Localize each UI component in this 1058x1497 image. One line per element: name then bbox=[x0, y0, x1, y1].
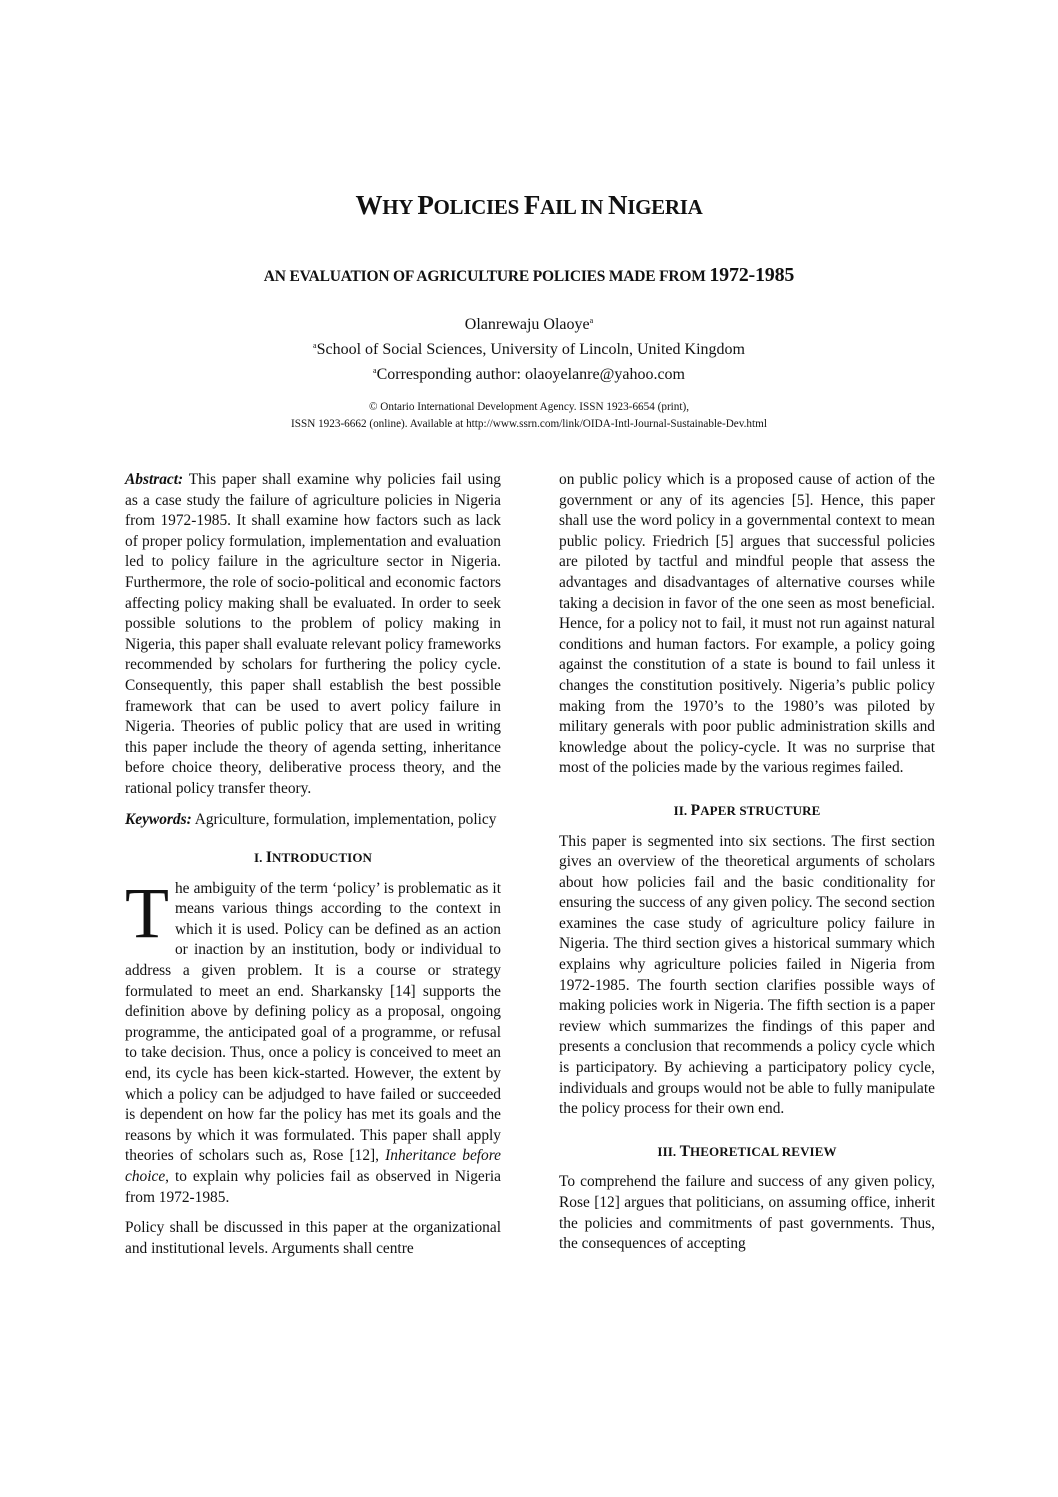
keywords: Keywords: Agriculture, formulation, implementation, policy bbox=[125, 810, 497, 828]
section-heading-introduction: I. INTRODUCTION bbox=[253, 849, 373, 867]
section-heading-theoretical-review: III. THEORETICAL REVIEW bbox=[657, 1142, 837, 1160]
intro-paragraph-2-continued: on public policy which is a proposed cause of action of the government or any of its agencies [5]. Hence, this paper shall use the word policy in a governmental context to mean public policy. Friedrich [5] argues that successful policies are piloted by tactful and mindful people that assess the advantages and disadvantages of alternative courses while taking a decision in favor of the one seen as most beneficial. Hence, for a policy not to fail, it must not run against natural conditions and human factors. For example, a policy going against the constitution of a state is bound to fail unless it changes the constitution positively. Nigeria’s public policy making from the 1970’s to the 1980’s was piloted by military generals with poor public administration skills and knowledge about the policy-cycle. It was no surprise that most of the policies made by the various regimes failed. bbox=[559, 471, 935, 777]
paper-structure-paragraph: This paper is segmented into six sections. The first section gives an overview of the theoretical arguments of scholars about how policies fail and the basic conditionality for ensuring the success of any given policy. The second section examines the case study of agriculture policy failure in Nigeria. The third section gives a historical summary which explains why agriculture policies failed in Nigeria from 1972-1985. The fourth section clarifies possible ways of making policies work in Nigeria. The fifth section is a paper review which summarizes the findings of this paper and presents a conclusion that recommends a policy cycle which is participatory. By achieving a participatory policy cycle, individuals and groups would not be able to fully manipulate the policy process for their own end. bbox=[559, 832, 935, 1118]
right-column bbox=[559, 470, 935, 1265]
author-affiliation: $^a$School of Social Sciences, University of Lincoln, United Kingdom bbox=[313, 341, 745, 358]
author-block bbox=[0, 310, 1058, 385]
left-column bbox=[125, 470, 501, 1259]
theoretical-review-paragraph: To comprehend the failure and success of any given policy, Rose [12] argues that politicians, on assuming office, inherit the policies and commitments of past governments. Thus, the consequences of accepting bbox=[559, 1173, 935, 1253]
copyright-notice: © Ontario International Development Agency. ISSN 1923-6654 (print), ISSN 1923-6662 (online). Available at http://www.ssrn.com/link/OIDA-Intl-Journal-Sustainable-Dev.html bbox=[291, 401, 767, 430]
intro-paragraph-1: The ambiguity of the term ‘policy’ is problematic as it means various things according to the context in which it is used. Policy can be defined as an action or inaction by an institution, body or individual to address a given problem. It is a course or strategy formulated to meet an end. Sharkansky [14] supports the definition above by defining policy as a proposal, ongoing programme, the anticipated goal of a programme, or refusal to take decision. Thus, once a policy is conceived to meet an end, its cycle has been kick-started. However, the extent by which a policy can be adjudged to have failed or succeeded is dependent on how far the policy has met its goals and the reasons by which it was formulated. This paper shall apply theories of scholars such as, Rose [12], Inheritance before choice, to explain why policies fail as observed in Nigeria from 1972-1985. bbox=[125, 872, 501, 1206]
intro-paragraph-2: Policy shall be discussed in this paper at the organizational and institutional levels. Arguments shall centre bbox=[125, 1219, 501, 1257]
section-heading-paper-structure: II. PAPER STRUCTURE bbox=[673, 801, 821, 819]
abstract: Abstract: This paper shall examine why policies fail using as a case study the failure of agriculture policies in Nigeria from 1972-1985. It shall examine how factors such as lack of proper policy formulation, implementation and evaluation led to policy failure in the agriculture sector in Nigeria. Furthermore, the role of socio-political and economic factors affecting policy making shall be evaluated. In order to seek possible solutions to the problem of policy making in Nigeria, this paper shall evaluate relevant policy frameworks recommended by scholars for furthering the policy cycle. Consequently, this paper shall establish the best possible framework that can be used to avert policy failure in Nigeria. Theories of public policy that are used in writing this paper include the theory of agenda setting, inheritance before choice theory, deliberative process theory, and the rational policy transfer theory. bbox=[125, 471, 501, 797]
corresponding-author: $^a$Corresponding author: olaoyelanre@yahoo.com bbox=[373, 366, 685, 383]
paper-subtitle: AN EVALUATION OF AGRICULTURE POLICIES MADE FROM 1972-1985 bbox=[263, 264, 795, 286]
paper-title: WHY POLICIES FAIL IN NIGERIA bbox=[355, 190, 703, 220]
author-name: Olanrewaju Olaoye$^a$ bbox=[464, 316, 594, 333]
drop-cap: T bbox=[125, 872, 169, 953]
